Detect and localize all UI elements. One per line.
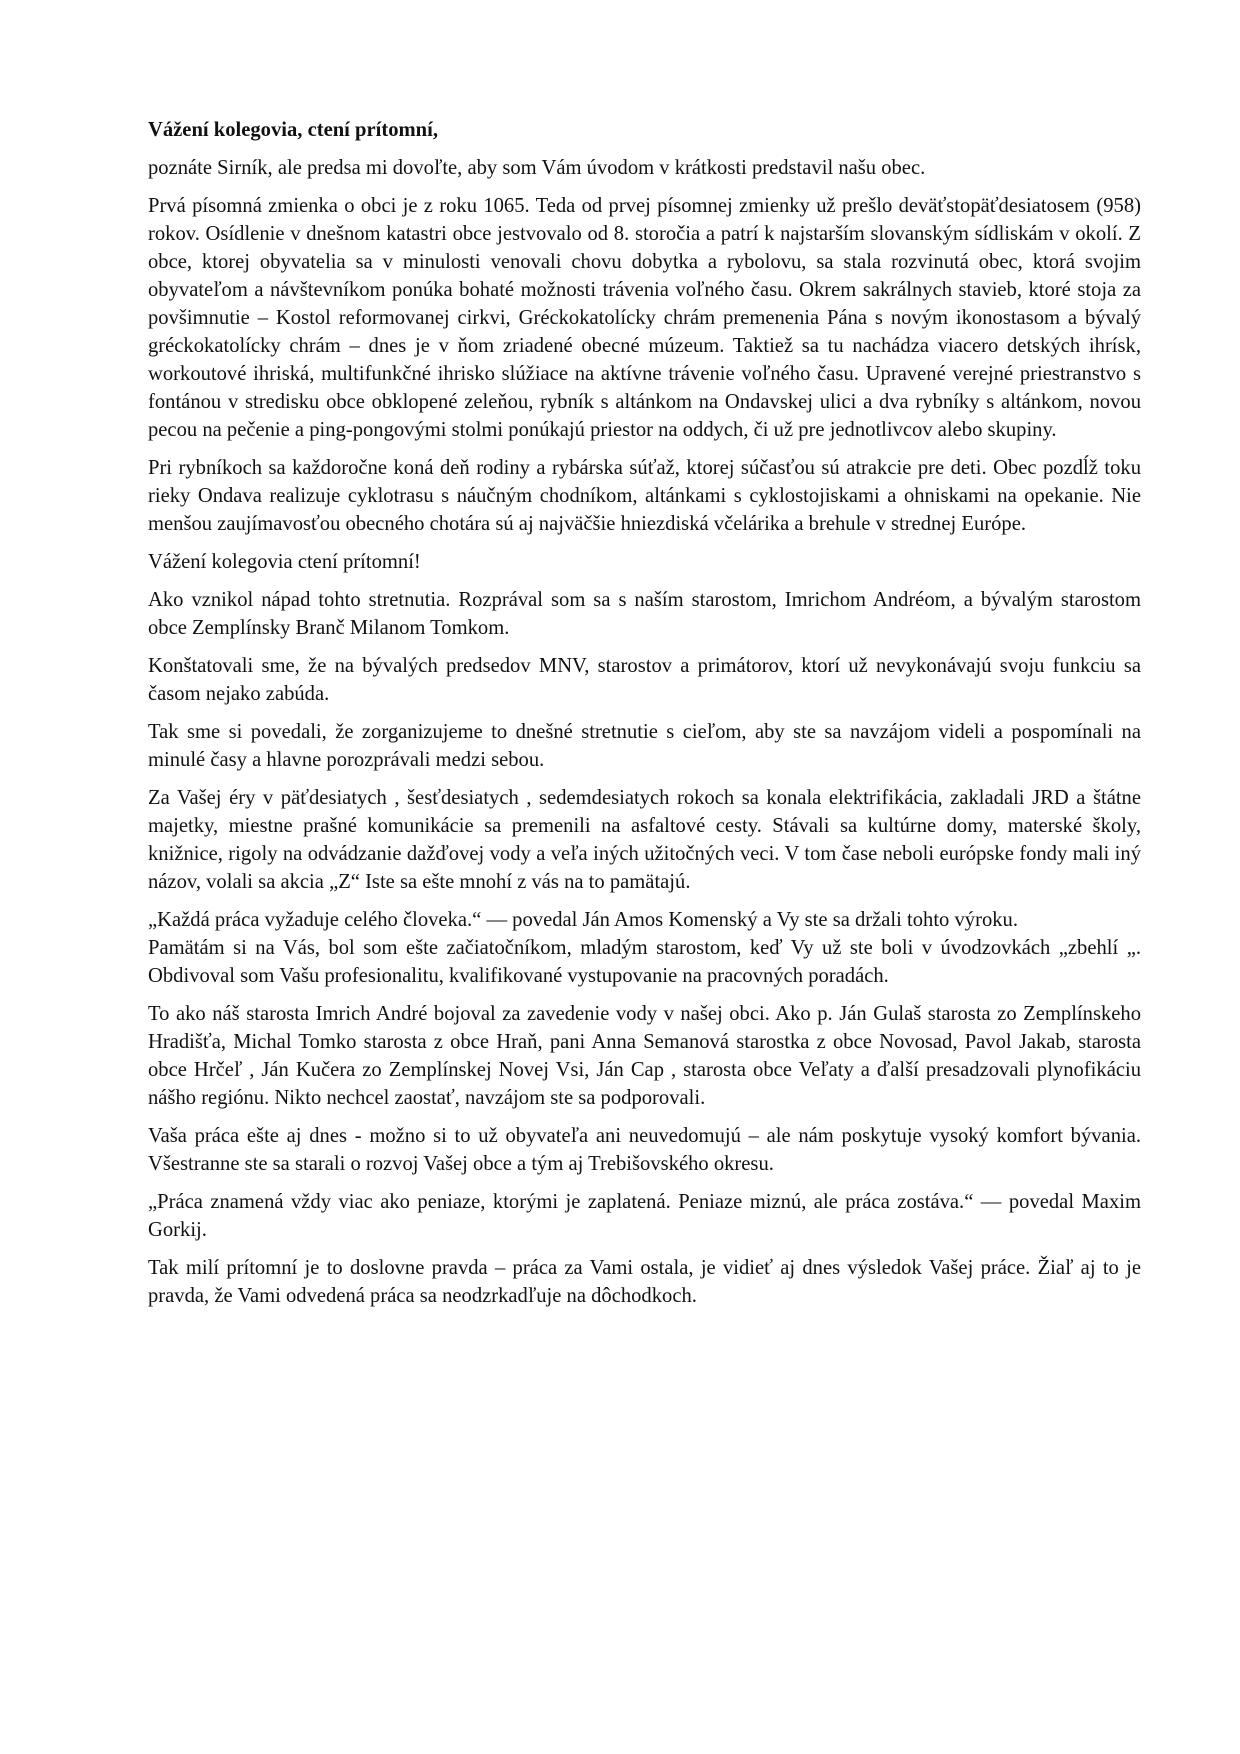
attractions-paragraph: Pri rybníkoch sa každoročne koná deň rodiny a rybárska súťaž, ktorej súčasťou sú atrakcie pre deti. Obec pozdĺž toku rieky Ondava realizuje cyklotrasu s náučným chodníkom, altánkami s cyklostojiskami a ohniskami na opekanie. Nie menšou zaujímavosťou obecného chotára sú aj najväčšie hniezdiská včelárika a brehule v strednej Európe. <box>148 457 1141 535</box>
second-salutation: Vážení kolegovia ctení prítomní! <box>148 551 421 573</box>
intro-paragraph: poznáte Sirník, ale predsa mi dovoľte, aby som Vám úvodom v krátkosti predstavil našu obec. <box>148 157 926 179</box>
forgotten-mayors-paragraph: Konštatovali sme, že na bývalých predsedov MNV, starostov a primátorov, ktorí už nevykonávajú svoju funkciu sa časom nejako zabúda. <box>148 655 1141 705</box>
history-paragraph: Prvá písomná zmienka o obci je z roku 1065. Teda od prvej písomnej zmienky už prešlo deväťstopäťdesiatosem (958) rokov. Osídlenie v dnešnom katastri obce jestvovalo od 8. storočia a patrí k najstarším slovanským sídliskám v okolí. Z obce, ktorej obyvatelia sa v minulosti venovali chovu dobytka a rybolovu, sa stala rozvinutá obec, ktorá svojim obyvateľom a návštevníkom ponúka bohaté možnosti trávenia voľného času. Okrem sakrálnych stavieb, ktoré stoja za povšimnutie – Kostol reformovanej cirkvi, Gréckokatolícky chrám premenenia Pána s novým ikonostasom a bývalý gréckokatolícky chrám – dnes je v ňom zriadené obecné múzeum. Taktiež sa tu nachádza viacero detských ihrísk, workoutové ihriská, multifunkčné ihrisko slúžiace na aktívne trávenie voľného času. Upravené verejné priestranstvo s fontánou v stredisku obce obklopené zeleňou, rybník s altánkom na Ondavskej ulici a dva rybníky s altánkom, novou pecou na pečenie a ping-pongovými stolmi ponúkajú priestor na oddych, či už pre jednotlivcov alebo skupiny. <box>148 195 1141 441</box>
era-paragraph: Za Vašej éry v päťdesiatych , šesťdesiatych , sedemdesiatych rokoch sa konala elektrifikácia, zakladali JRD a štátne majetky, miestne prašné komunikácie sa premenili na asfaltové cesty. Stávali sa kultúrne domy, materské školy, knižnice, rigoly na odvádzanie dažďovej vody a veľa iných užitočných veci. V tom čase neboli európske fondy mali iný názov, volali sa akcia „Z“ Iste sa ešte mnohí z vás na to pamätajú. <box>148 787 1141 893</box>
meeting-idea-paragraph: Ako vznikol nápad tohto stretnutia. Rozprával som sa s naším starostom, Imrichom Andréom, a bývalým starostom obce Zemplínsky Branč Milanom Tomkom. <box>148 589 1141 639</box>
salutation-heading: Vážení kolegovia, ctení prítomní, <box>148 119 439 141</box>
closing-paragraph: Tak milí prítomní je to doslovne pravda – práca za Vami ostala, je vidieť aj dnes výsledok Vašej práce. Žiaľ aj to je pravda, že Vami odvedená práca sa neodzrkadľuje na dôchodkoch. <box>148 1257 1141 1307</box>
komensky-quote-paragraph: „Každá práca vyžaduje celého človeka.“ — povedal Ján Amos Komenský a Vy ste sa držali tohto výroku. <box>148 909 1018 931</box>
legacy-paragraph: Vaša práca ešte aj dnes - možno si to už obyvateľa ani neuvedomujú – ale nám poskytuje vysoký komfort bývania. Všestranne ste sa starali o rozvoj Vašej obce a tým aj Trebišovského okresu. <box>148 1125 1141 1175</box>
meeting-purpose-paragraph: Tak sme si povedali, že zorganizujeme to dnešné stretnutie s cieľom, aby ste sa navzájom videli a pospomínali na minulé časy a hlavne porozprávali medzi sebou. <box>148 721 1141 771</box>
gorkij-quote-paragraph: „Práca znamená vždy viac ako peniaze, ktorými je zaplatená. Peniaze miznú, ale práca zostáva.“ — povedal Maxim Gorkij. <box>148 1191 1141 1241</box>
document-page <box>148 116 1141 1320</box>
mayors-work-paragraph: To ako náš starosta Imrich André bojoval za zavedenie vody v našej obci. Ako p. Ján Gulaš starosta zo Zemplínskeho Hradišťa, Michal Tomko starosta z obce Hraň, pani Anna Semanová starostka z obce Novosad, Pavol Jakab, starosta obce Hrčeľ , Ján Kučera zo Zemplínskej Novej Vsi, Ján Cap , starosta obce Veľaty a ďalší presadzovali plynofikáciu nášho regiónu. Nikto nechcel zaostať, navzájom ste sa podporovali. <box>148 1003 1141 1109</box>
memories-paragraph: Pamätám si na Vás, bol som ešte začiatočníkom, mladým starostom, keď Vy už ste boli v úvodzovkách „zbehlí „. Obdivoval som Vašu profesionalitu, kvalifikované vystupovanie na pracovných poradách. <box>148 937 1141 987</box>
